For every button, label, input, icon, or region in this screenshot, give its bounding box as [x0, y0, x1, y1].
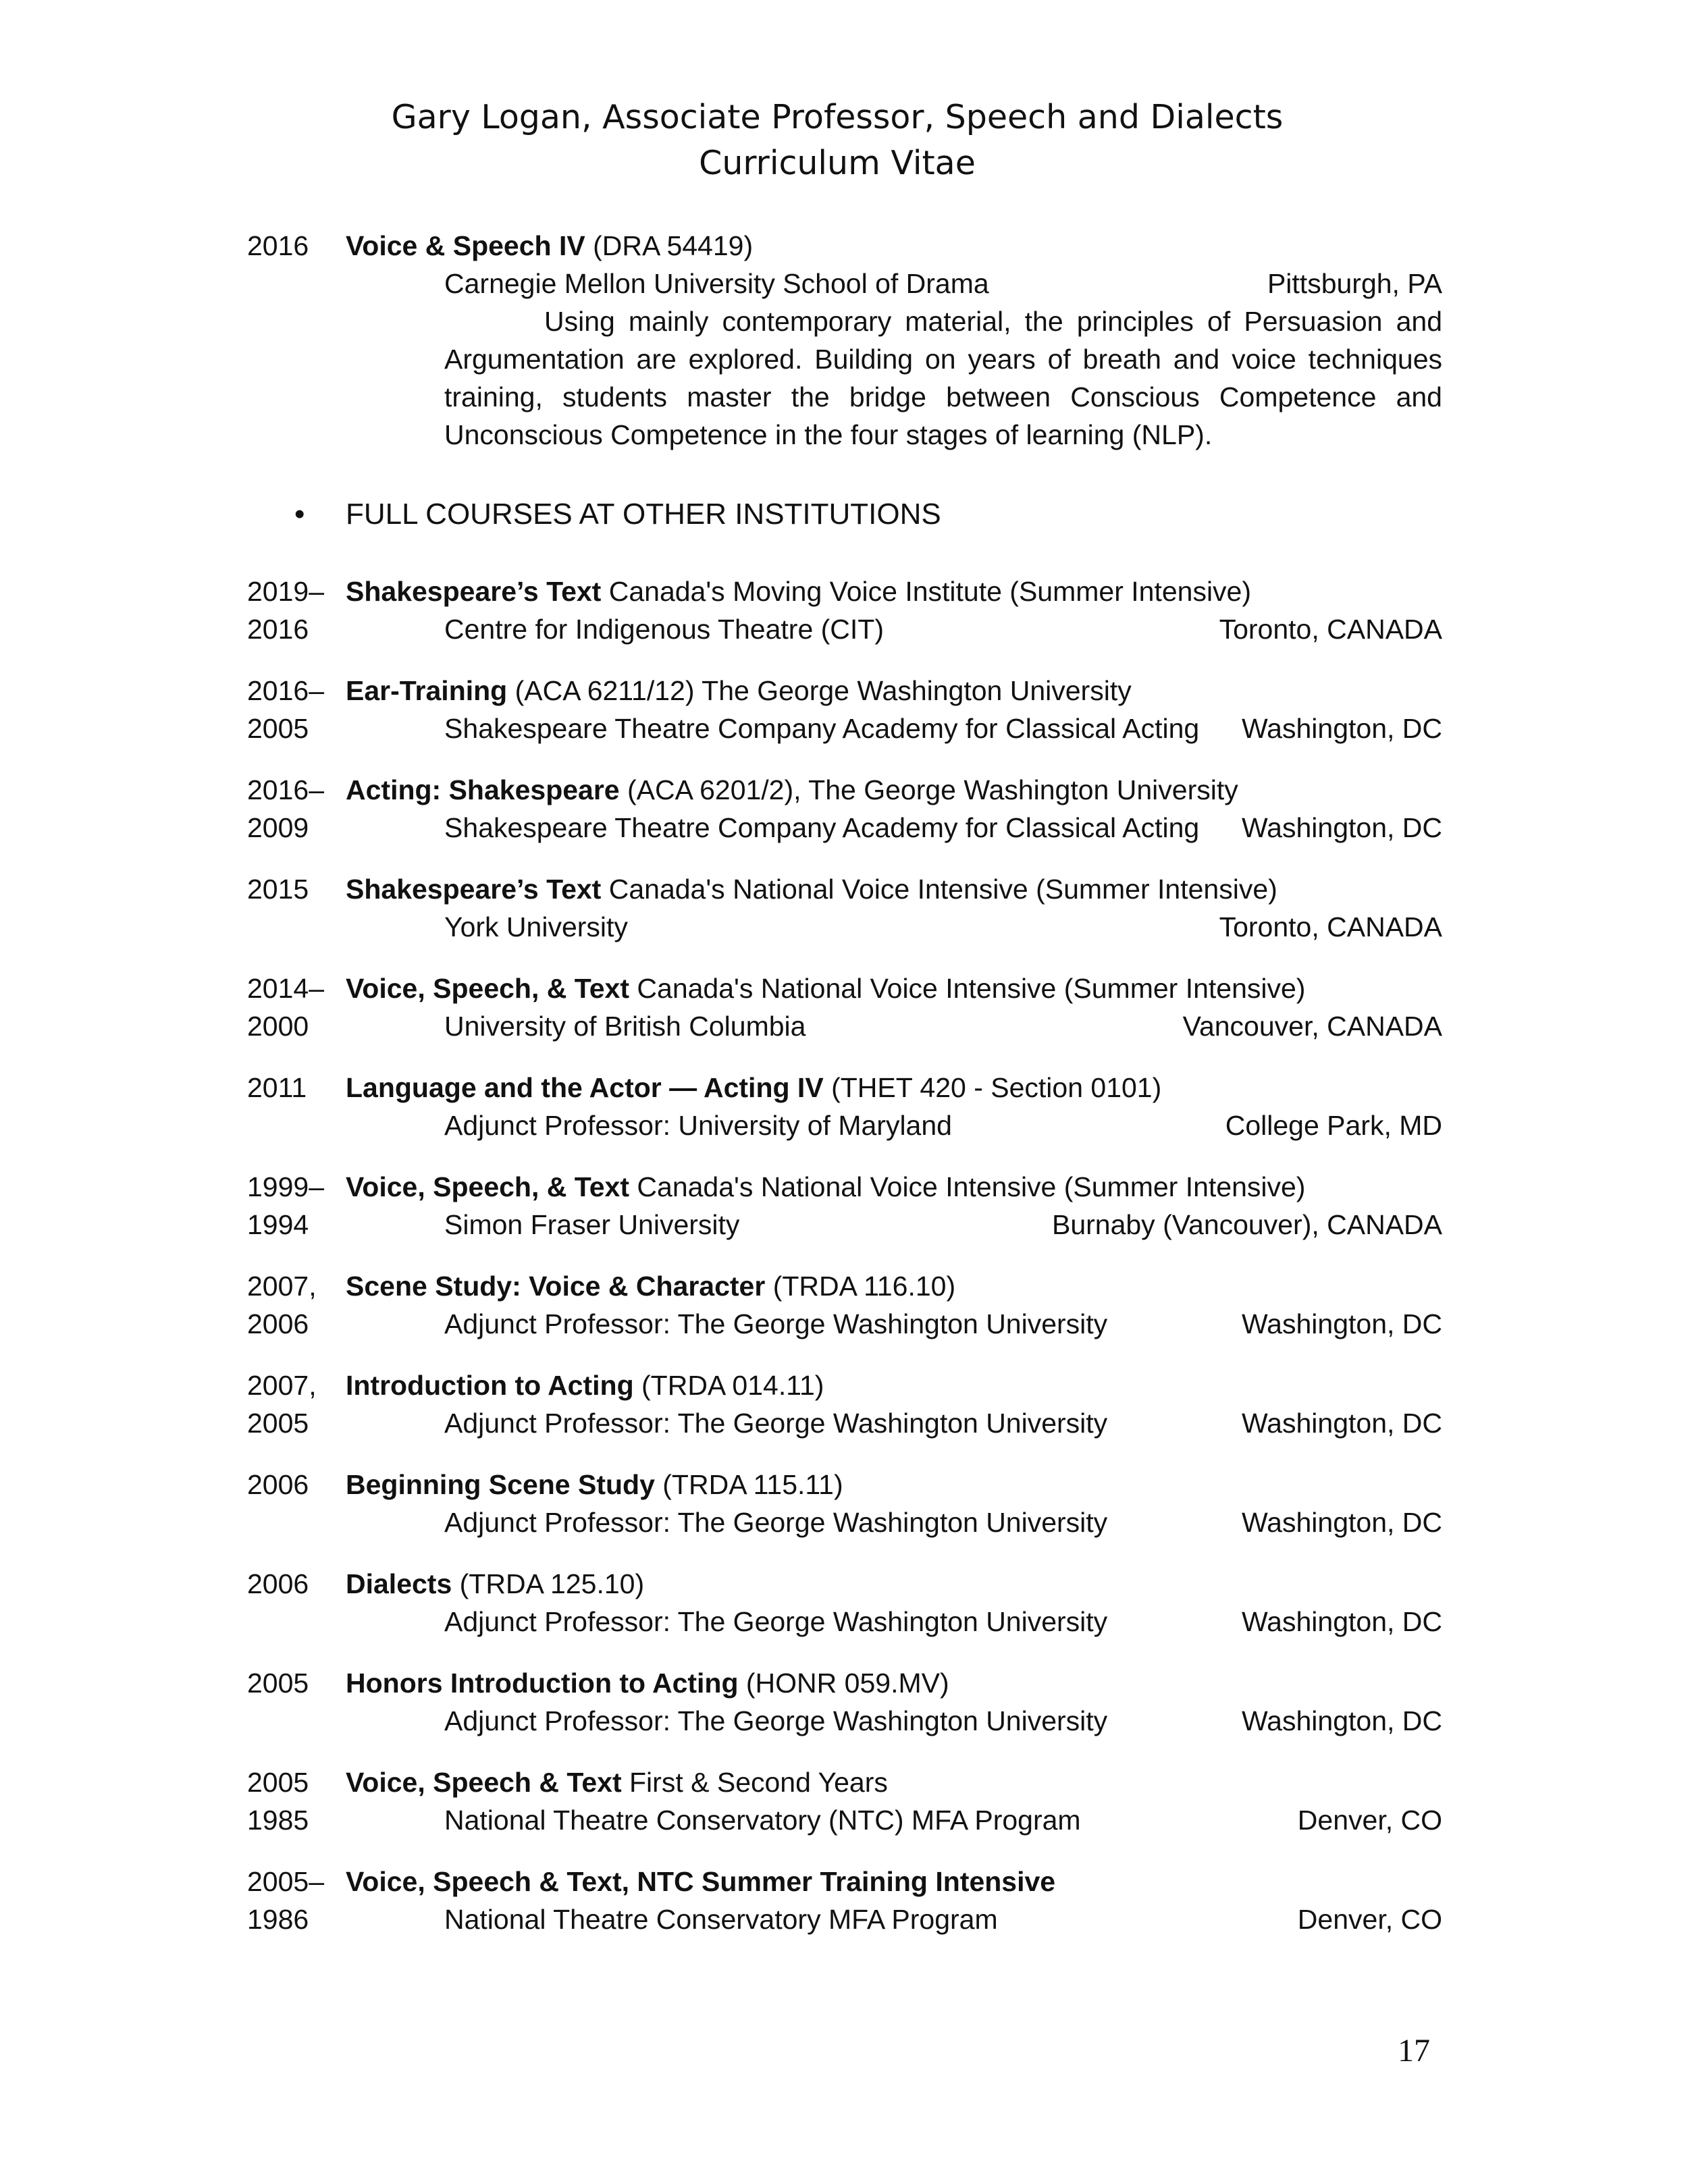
course-detail: (HONR 059.MV)	[738, 1668, 949, 1699]
cv-entry	[247, 870, 1442, 946]
cv-entry	[247, 1366, 1442, 1442]
cv-entry	[247, 1466, 1442, 1541]
entry-institution-line	[444, 610, 1442, 648]
institution: Shakespeare Theatre Company Academy for Classical Acting	[444, 812, 1200, 843]
course-title: Voice, Speech, & Text	[346, 973, 630, 1004]
institution: University of British Columbia	[444, 1011, 806, 1042]
course-detail: (ACA 6211/12) The George Washington University	[507, 675, 1132, 706]
course-detail: (DRA 54419)	[585, 230, 754, 261]
entry-year-start: 2016–	[247, 675, 325, 706]
entry-year-start: 2006	[247, 1469, 309, 1500]
entry-institution-line	[444, 908, 1442, 946]
entry-year-start: 2005	[247, 1668, 309, 1699]
entry-course-line	[346, 1466, 1442, 1503]
course-detail: Canada's Moving Voice Institute (Summer Intensive)	[601, 576, 1252, 607]
cv-entry	[247, 771, 1442, 847]
entry-year-start: 2016–	[247, 774, 325, 805]
entry-course-line	[346, 969, 1442, 1007]
institution: National Theatre Conservatory (NTC) MFA Program	[444, 1805, 1081, 1836]
entry-year-end: 1994	[247, 1209, 309, 1240]
course-title: Voice, Speech, & Text	[346, 1171, 630, 1202]
cv-entry	[247, 672, 1442, 747]
bullet-icon: •	[294, 498, 305, 531]
entry-year-start: 2007,	[247, 1271, 317, 1302]
course-detail: Canada's National Voice Intensive (Summer Intensive)	[601, 874, 1277, 905]
course-detail: (TRDA 115.11)	[654, 1469, 843, 1500]
cv-entry	[247, 969, 1442, 1045]
location: Denver, CO	[1297, 1805, 1442, 1836]
course-detail: (TRDA 014.11)	[633, 1370, 824, 1401]
entry-course-line	[346, 227, 1442, 265]
entry-institution-line	[444, 1007, 1442, 1045]
cv-entry	[247, 1565, 1442, 1641]
location: Washington, DC	[1242, 713, 1442, 744]
course-title: Introduction to Acting	[346, 1370, 634, 1401]
cv-entry	[247, 1168, 1442, 1244]
course-title: Shakespeare’s Text	[346, 874, 602, 905]
section-heading-text: FULL COURSES AT OTHER INSTITUTIONS	[346, 498, 941, 531]
location: College Park, MD	[1225, 1110, 1442, 1141]
entry-year-end: 2006	[247, 1308, 309, 1339]
entry-course-line	[346, 1763, 1442, 1801]
cv-entry	[247, 1863, 1442, 1938]
course-detail: (THET 420 - Section 0101)	[823, 1072, 1162, 1103]
entry-year-start: 2019–	[247, 576, 325, 607]
header-name-line: Gary Logan, Associate Professor, Speech and Dialects	[391, 98, 1284, 136]
entry-course-line	[346, 1267, 1442, 1305]
entry-year-end: 1986	[247, 1904, 309, 1935]
course-detail: First & Second Years	[621, 1767, 888, 1798]
institution: Carnegie Mellon University School of Drama	[444, 268, 989, 299]
entry-institution-line	[444, 1107, 1442, 1144]
institution: Adjunct Professor: The George Washington University	[444, 1507, 1108, 1538]
location: Washington, DC	[1242, 1408, 1442, 1439]
location: Pittsburgh, PA	[1267, 268, 1442, 299]
cv-entry	[247, 1664, 1442, 1740]
entry-course-line	[346, 1069, 1442, 1107]
entry-course-line	[346, 1366, 1442, 1404]
entry-institution-line	[444, 1503, 1442, 1541]
location: Denver, CO	[1297, 1904, 1442, 1935]
course-detail: (TRDA 116.10)	[765, 1271, 956, 1302]
entry-year-start: 2005–	[247, 1866, 325, 1897]
entry-year-end: 2000	[247, 1011, 309, 1042]
cv-entry	[247, 572, 1442, 648]
entry-year-start: 2006	[247, 1568, 309, 1599]
cv-entries	[247, 227, 1442, 1938]
entry-course-line	[346, 1168, 1442, 1206]
course-title: Scene Study: Voice & Character	[346, 1271, 766, 1302]
institution: Adjunct Professor: University of Maryland	[444, 1110, 952, 1141]
course-title: Acting: Shakespeare	[346, 774, 620, 805]
entry-year-start: 2011	[247, 1072, 307, 1103]
location: Washington, DC	[1242, 1308, 1442, 1339]
location: Washington, DC	[1242, 812, 1442, 843]
course-list	[247, 572, 1442, 1938]
course-title: Language and the Actor — Acting IV	[346, 1072, 824, 1103]
course-title: Voice, Speech & Text	[346, 1767, 622, 1798]
entry-year-end: 2009	[247, 812, 309, 843]
entry-course-line	[346, 1664, 1442, 1702]
course-title: Ear-Training	[346, 675, 508, 706]
entry-institution-line	[444, 710, 1442, 747]
course-title: Honors Introduction to Acting	[346, 1668, 739, 1699]
course-title: Beginning Scene Study	[346, 1469, 655, 1500]
institution: Adjunct Professor: The George Washington University	[444, 1705, 1108, 1736]
course-title: Shakespeare’s Text	[346, 576, 602, 607]
location: Washington, DC	[1242, 1507, 1442, 1538]
institution: Shakespeare Theatre Company Academy for Classical Acting	[444, 713, 1200, 744]
location: Toronto, CANADA	[1219, 614, 1442, 645]
institution: Centre for Indigenous Theatre (CIT)	[444, 614, 884, 645]
entry-institution-line	[444, 809, 1442, 847]
course-description	[444, 302, 1442, 454]
entry-year-end: 2016	[247, 614, 309, 645]
entry-institution-line	[444, 1404, 1442, 1442]
institution: National Theatre Conservatory MFA Program	[444, 1904, 998, 1935]
entry-institution-line	[444, 1603, 1442, 1641]
cv-entry	[247, 1763, 1442, 1839]
institution: Simon Fraser University	[444, 1209, 740, 1240]
entry-year: 2016	[247, 230, 309, 261]
course-detail: (ACA 6201/2), The George Washington University	[619, 774, 1238, 805]
entry-course-line	[346, 1863, 1442, 1900]
header-cv-line: Curriculum Vitae	[699, 144, 976, 182]
entry-course-line	[346, 870, 1442, 908]
entry-year-start: 2007,	[247, 1370, 317, 1401]
entry-course-line	[346, 1565, 1442, 1603]
description-text: Using mainly contemporary material, the principles of Persuasion and Argumentation are explored. Building on years of breath and voice techniques training, students master the bridge between Conscious Competence and Unconscious Competence in the four stages of learning (NLP).	[444, 306, 1442, 450]
cv-entry-first	[247, 227, 1442, 454]
course-title: Voice, Speech & Text, NTC Summer Training Intensive	[346, 1866, 1056, 1897]
entry-institution-line	[444, 1206, 1442, 1244]
institution: Adjunct Professor: The George Washington University	[444, 1606, 1108, 1637]
cv-entry	[247, 1267, 1442, 1343]
entry-year-start: 2015	[247, 874, 309, 905]
entry-year-start: 2014–	[247, 973, 325, 1004]
institution: York University	[444, 911, 628, 942]
entry-year-start: 1999–	[247, 1171, 325, 1202]
entry-course-line	[346, 572, 1442, 610]
location: Washington, DC	[1242, 1606, 1442, 1637]
entry-year-start: 2005	[247, 1767, 309, 1798]
section-heading	[294, 494, 1442, 535]
entry-institution-line	[444, 1305, 1442, 1343]
institution: Adjunct Professor: The George Washington University	[444, 1308, 1108, 1339]
entry-year-end: 2005	[247, 713, 309, 744]
entry-institution-line	[444, 1900, 1442, 1938]
institution: Adjunct Professor: The George Washington University	[444, 1408, 1108, 1439]
entry-course-line	[346, 672, 1442, 710]
course-title: Voice & Speech IV	[346, 230, 585, 261]
course-title: Dialects	[346, 1568, 452, 1599]
entry-year-end: 2005	[247, 1408, 309, 1439]
page-number: 17	[1398, 2033, 1430, 2069]
cv-entry	[247, 1069, 1442, 1144]
course-detail: Canada's National Voice Intensive (Summer Intensive)	[629, 1171, 1306, 1202]
entry-institution-line	[444, 265, 1442, 302]
page-header	[0, 95, 1674, 186]
location: Vancouver, CANADA	[1182, 1011, 1442, 1042]
entry-institution-line	[444, 1801, 1442, 1839]
course-detail: Canada's National Voice Intensive (Summer Intensive)	[629, 973, 1306, 1004]
entry-institution-line	[444, 1702, 1442, 1740]
location: Washington, DC	[1242, 1705, 1442, 1736]
course-detail: (TRDA 125.10)	[452, 1568, 645, 1599]
entry-year-end: 1985	[247, 1805, 309, 1836]
location: Toronto, CANADA	[1219, 911, 1442, 942]
entry-course-line	[346, 771, 1442, 809]
location: Burnaby (Vancouver), CANADA	[1051, 1209, 1442, 1240]
